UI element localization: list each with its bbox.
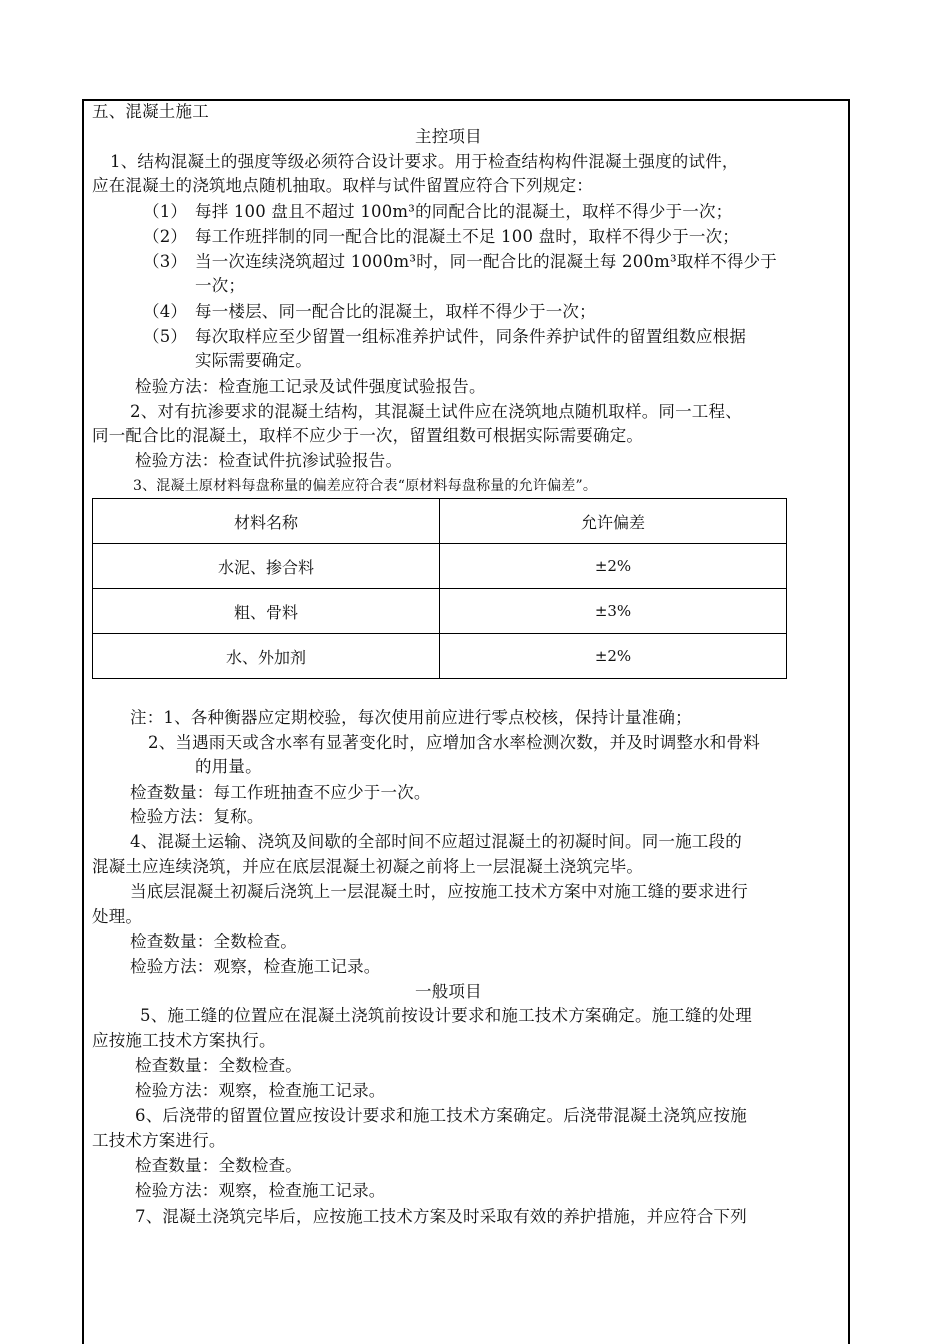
section-title: 五、混凝土施工 bbox=[92, 102, 209, 121]
item6-line2: 工技术方案进行。 bbox=[92, 1131, 226, 1150]
tolerance-cell: ±2% bbox=[440, 634, 787, 679]
rule-4-num: （4） bbox=[143, 302, 188, 321]
rule-5-text: 每次取样应至少留置一组标准养护试件，同条件养护试件的留置组数应根据 bbox=[195, 327, 747, 346]
tolerance-cell: ±2% bbox=[440, 544, 787, 589]
item1-method: 检验方法：检查施工记录及试件强度试验报告。 bbox=[135, 377, 486, 396]
item5-line2: 应按施工技术方案执行。 bbox=[92, 1031, 276, 1050]
rule-2-text: 每工作班拌制的同一配合比的混凝土不足 100 盘时，取样不得少于一次； bbox=[195, 227, 739, 246]
item1-line1: 1、结构混凝土的强度等级必须符合设计要求。用于检查结构构件混凝土强度的试件， bbox=[110, 152, 739, 171]
main-items-heading: 主控项目 bbox=[415, 127, 482, 146]
rule-5-num: （5） bbox=[143, 327, 188, 346]
item4-line3: 当底层混凝土初凝后浇筑上一层混凝土时，应按施工技术方案中对施工缝的要求进行 bbox=[130, 882, 748, 901]
rule-4-text: 每一楼层、同一配合比的混凝土，取样不得少于一次； bbox=[195, 302, 596, 321]
item6-method: 检验方法：观察，检查施工记录。 bbox=[135, 1181, 386, 1200]
note-2-line2: 的用量。 bbox=[195, 757, 262, 776]
material-name-cell: 粗、骨料 bbox=[93, 589, 440, 634]
rule-1-text: 每拌 100 盘且不超过 100m³的同配合比的混凝土，取样不得少于一次； bbox=[195, 202, 733, 221]
general-items-heading: 一般项目 bbox=[415, 982, 482, 1001]
item4-method: 检验方法：观察，检查施工记录。 bbox=[130, 957, 381, 976]
item7-line1: 7、混凝土浇筑完毕后，应按施工技术方案及时采取有效的养护措施，并应符合下列 bbox=[135, 1207, 747, 1226]
item4-line1: 4、混凝土运输、浇筑及间歇的全部时间不应超过混凝土的初凝时间。同一施工段的 bbox=[130, 832, 742, 851]
notes-quantity: 检查数量：每工作班抽查不应少于一次。 bbox=[130, 783, 431, 802]
note-1: 注：1、各种衡器应定期校验，每次使用前应进行零点校核，保持计量准确； bbox=[130, 708, 692, 727]
rule-2-num: （2） bbox=[143, 227, 188, 246]
item2-method: 检验方法：检查试件抗渗试验报告。 bbox=[135, 451, 403, 470]
rule-3-text: 当一次连续浇筑超过 1000m³时，同一配合比的混凝土每 200m³取样不得少于 bbox=[195, 252, 777, 271]
material-name-cell: 水泥、掺合料 bbox=[93, 544, 440, 589]
item4-quantity: 检查数量：全数检查。 bbox=[130, 932, 297, 951]
table-row bbox=[93, 544, 787, 589]
rule-3-text-cont: 一次； bbox=[195, 276, 246, 295]
item5-quantity: 检查数量：全数检查。 bbox=[135, 1056, 302, 1075]
tolerance-table bbox=[92, 498, 787, 679]
table-row bbox=[93, 589, 787, 634]
item3-line: 3、混凝土原材料每盘称量的偏差应符合表“原材料每盘称量的允许偏差”。 bbox=[133, 478, 598, 494]
item5-method: 检验方法：观察，检查施工记录。 bbox=[135, 1081, 386, 1100]
table-row bbox=[93, 634, 787, 679]
rule-1-num: （1） bbox=[143, 202, 188, 221]
rule-5-text-cont: 实际需要确定。 bbox=[195, 351, 312, 370]
item6-line1: 6、后浇带的留置位置应按设计要求和施工技术方案确定。后浇带混凝土浇筑应按施 bbox=[135, 1106, 747, 1125]
item6-quantity: 检查数量：全数检查。 bbox=[135, 1156, 302, 1175]
note-2-line1: 2、当遇雨天或含水率有显著变化时，应增加含水率检测次数，并及时调整水和骨料 bbox=[148, 733, 760, 752]
item2-line2: 同一配合比的混凝土，取样不应少于一次，留置组数可根据实际需要确定。 bbox=[92, 426, 644, 445]
item4-line4: 处理。 bbox=[92, 907, 143, 926]
rule-3-num: （3） bbox=[143, 252, 188, 271]
item2-line1: 2、对有抗渗要求的混凝土结构，其混凝土试件应在浇筑地点随机取样。同一工程、 bbox=[130, 402, 742, 421]
item5-line1: 5、施工缝的位置应在混凝土浇筑前按设计要求和施工技术方案确定。施工缝的处理 bbox=[140, 1006, 752, 1025]
tolerance-cell: ±3% bbox=[440, 589, 787, 634]
table-header-row bbox=[93, 499, 787, 544]
item1-line2: 应在混凝土的浇筑地点随机抽取。取样与试件留置应符合下列规定： bbox=[92, 176, 593, 195]
notes-method: 检验方法：复称。 bbox=[130, 807, 264, 826]
header-material-name: 材料名称 bbox=[93, 499, 440, 544]
material-name-cell: 水、外加剂 bbox=[93, 634, 440, 679]
header-tolerance: 允许偏差 bbox=[440, 499, 787, 544]
item4-line2: 混凝土应连续浇筑，并应在底层混凝土初凝之前将上一层混凝土浇筑完毕。 bbox=[92, 857, 644, 876]
